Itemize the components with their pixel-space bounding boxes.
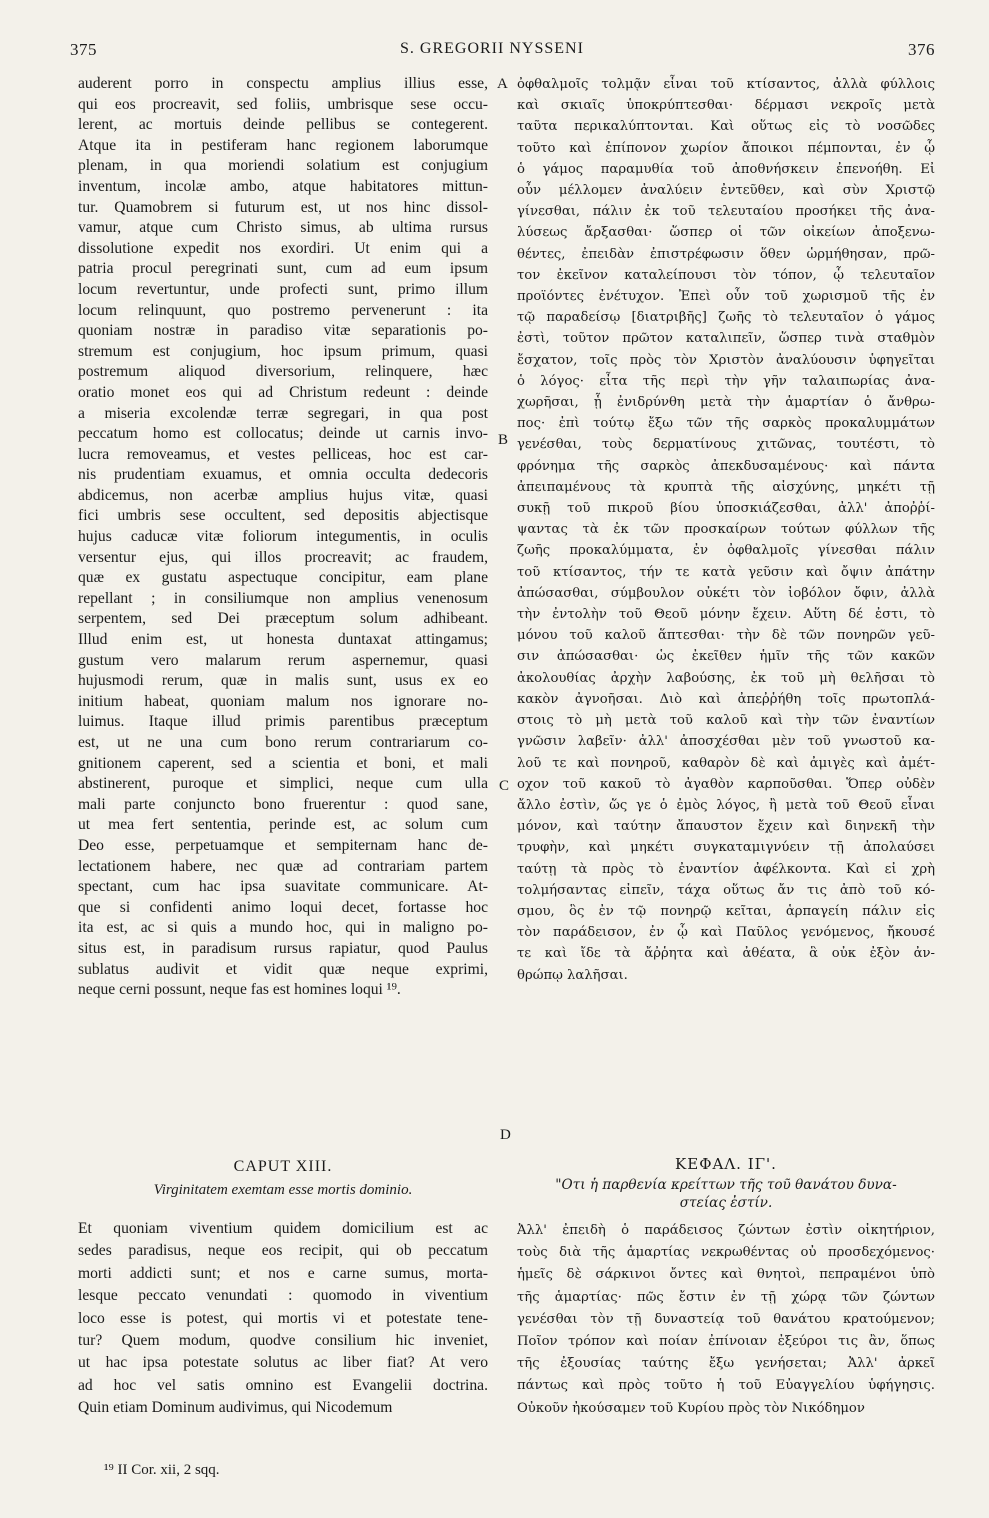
latin-chapter-subtitle: Virginitatem exemtam esse mortis dominio.: [153, 1182, 413, 1198]
greek-subtitle-line: στείας ἐστίν.: [679, 1195, 773, 1211]
text-line: ita est, ac si quis a mundo hoc, qui in maligno po-: [78, 919, 488, 937]
text-line: ut mea fert sententia, perinde est, ac solum cum: [78, 816, 488, 834]
text-line: qui eos procreavit, sed foliis, umbrisque sese occu-: [78, 95, 488, 113]
text-line: postremum aliquod diversorium, relinquere, hæc: [78, 363, 488, 381]
text-line: Ἀλλ' ἐπειδὴ ὁ παράδεισος ζώντων ἐστὶν οἰκητήριον,: [517, 1223, 935, 1238]
greek-column: [517, 74, 935, 986]
greek-chapter-body: [517, 1220, 935, 1420]
text-line: θέντες, ἐπειδὰν ἐπιστρέφωσιν ὅθεν ὡρμήθησαν, πρῶ-: [517, 246, 935, 262]
text-line: ἀπειπαμένους τὰ κρυπτὰ τῆς αἰσχύνης, μηκέτι τῇ: [517, 479, 935, 495]
text-line: auderent porro in conspectu amplius illius esse,: [78, 75, 488, 92]
text-line: patria procul peregrinati sunt, cum ad eum ipsum: [78, 260, 488, 278]
text-line: lesque peccato venundati : quomodo in viventium: [78, 1287, 488, 1305]
latin-chapter-body: [78, 1218, 488, 1420]
text-line: luimus. Itaque illud primis parentibus præceptum: [78, 713, 488, 731]
text-line: situs est, in paradisum rursus rapiatur, quod Paulus: [78, 939, 488, 957]
text-line: ut hac ipsa potestate solutus ac liber fiat? At vero: [78, 1354, 488, 1372]
text-line: θρώπῳ λαλῆσαι.: [517, 967, 628, 983]
text-line: Οὐκοῦν ἠκούσαμεν τοῦ Κυρίου πρὸς τὸν Νικόδημον: [517, 1400, 865, 1416]
text-line: ad hoc vel satis omnino est Evangelii doctrina.: [78, 1376, 488, 1394]
page-number-right: 376: [908, 40, 935, 59]
text-line: Quin etiam Dominum audivimus, qui Nicodemum: [78, 1399, 393, 1417]
text-line: στοις τὸ μὴ μετὰ τοῦ καλοῦ καὶ τὴν τῶν ἐναντίων: [517, 713, 935, 729]
margin-marker-b: B: [498, 432, 509, 448]
text-line: gnitionem caperent, sed a scientia et boni, et mali: [78, 754, 488, 772]
text-line: spectant, cum hac ipsa suavitate communicare. At-: [78, 878, 488, 896]
text-line: ὀφθαλμοῖς τολμᾷν εἶναι τοῦ κτίσαντος, ἀλλὰ φύλλοις: [517, 77, 935, 92]
text-line: Deo esse, perpetuamque et sempiternam hanc de-: [78, 836, 488, 854]
text-line: lerent, ac mortuis deinde pellibus se contegerent.: [78, 116, 488, 134]
text-line: neque cerni possunt, neque fas est homines loqui ¹⁹.: [78, 981, 401, 999]
text-line: Ποῖον τρόπον καὶ ποίαν ἐπίνοιαν ἐξεύροι τις ἂν, ὅπως: [517, 1334, 935, 1350]
text-line: ὁ λόγος· εἶτα τῆς περὶ τὴν γῆν ταλαιπωρίας ἀνα-: [517, 373, 935, 389]
text-line: morti addicti sunt; et nos e carne sumus, morta-: [78, 1264, 488, 1282]
text-line: μόνον, καὶ ταύτην ἄπαυστον ἔχειν καὶ διηνεκῆ τὴν: [517, 819, 935, 835]
text-line: προϊόντες ἐνέτυχον. Ἐπεὶ οὖν τοῦ χωρισμοῦ τῆς ἐν: [517, 289, 935, 305]
text-line: Illud enim est, ut honesta duntaxat attingamus;: [78, 631, 488, 649]
text-line: versentur ejus, qui illos procreavit; ac fraudem,: [78, 548, 488, 566]
text-line: γνῶσιν λαβεῖν· ἀλλ' ἀποσχέσθαι μὲν τοῦ γνωστοῦ κα-: [517, 734, 935, 750]
text-line: γενέσθαι, τοὺς δερματίνους χιτῶνας, τουτέστι, τὸ: [517, 437, 935, 453]
text-line: initium habeat, quoniam malum nos ignorare no-: [78, 692, 488, 710]
text-line: lucra removeamus, et vestes pelliceas, hoc est car-: [78, 445, 488, 463]
text-line: quæ ex gustatu aspectuque concipitur, eam plane: [78, 569, 488, 587]
text-line: τῆς ἐξουσίας ταύτης ἔξω γενήσεται; Ἀλλ' ἀρκεῖ: [517, 1356, 935, 1372]
text-line: ἡμεῖς δὲ σάρκινοι ὄντες καὶ θνητοὶ, πεπραμένοι ὑπὸ: [517, 1267, 935, 1283]
text-line: peccatum homo est collocatus; deinde ut carnis invo-: [78, 425, 488, 443]
text-line: ἀκολουθίας ἀρχὴν λαβούσης, ἐκ τοῦ μὴ θελῆσαι τὸ: [517, 670, 935, 686]
text-line: est, ut ne una cum bono rerum contrariarum co-: [78, 734, 488, 751]
text-line: stremum est conjugium, hoc ipsum primum, quasi: [78, 342, 488, 360]
text-line: ψαντας τὰ ἐκ τῶν προσκαίρων τούτων φύλλων τῆς: [517, 522, 935, 538]
text-line: inventum, incolæ ambo, atque habitatores mittun-: [78, 177, 488, 195]
text-line: οχον τοῦ κακοῦ τὸ ἀγαθὸν καρποῦσθαι. Ὅπερ οὐδὲν: [517, 776, 935, 792]
text-line: συκῇ τοῦ πικροῦ βίου ὑποσκιάζεσθαι, ἀλλ' ἀποῤῥί-: [517, 501, 935, 517]
text-line: abstinerent, puroque et simplici, neque cum ulla: [78, 775, 488, 793]
text-line: dissolutione expedit nos exordiri. Ut enim qui a: [78, 239, 488, 257]
text-line: τοὺς διὰ τῆς ἁμαρτίας νεκρωθέντας οὐ προσδεχόμενος·: [517, 1245, 935, 1261]
text-line: gustum vero malarum rerum aspernemur, quasi: [78, 651, 488, 669]
text-line: λύσεως ἄρξασθαι· ὥσπερ οἱ τῶν οἰκείων ἀποξενω-: [517, 225, 935, 241]
text-line: serpentem, sed Dei præceptum solum adhibeant.: [78, 610, 488, 628]
text-line: ταύτῃ τὰ πρὸς τὸ ἐναντίον ἀφέλκοντα. Καὶ εἰ χρὴ: [517, 861, 935, 877]
text-line: τον ἐκεῖνον καταλείπουσι τὸν τόπον, ᾧ τελευταῖον: [517, 267, 935, 283]
text-line: nis prudentiam exuamus, et omnia occulta dedecoris: [78, 466, 488, 484]
text-line: hujusmodi rerum, quæ in malis sunt, usus ex eo: [78, 672, 488, 690]
text-line: oratio monet eos qui ad Christum redeunt : deinde: [78, 383, 488, 401]
text-line: καὶ σκιαῖς ὑποκρύπτεσθαι· δέρμασι νεκροῖς μετὰ: [517, 98, 935, 114]
text-line: tur. Quamobrem si futurum est, ut nos hinc dissol-: [78, 198, 488, 216]
text-line: que si confidenti animo loqui decet, fortasse hoc: [78, 898, 488, 916]
margin-marker-c: C: [499, 778, 510, 794]
text-line: Atque ita in pestiferam hanc regionem laborumque: [78, 136, 488, 154]
text-line: lectationem habere, nec quæ ad contrariam partem: [78, 857, 488, 875]
greek-subtitle-line: "Οτι ἡ παρθενία κρείττων τῆς τοῦ θανάτου δυνα-: [555, 1177, 897, 1193]
latin-chapter-title: CAPUT XIII.: [233, 1158, 333, 1175]
text-line: fici umbris sese occultent, sed depositis abjectisque: [78, 507, 488, 525]
text-line: τρυφὴν, καὶ μηκέτι συγκαταμιγνύειν τῇ ἀπολαύσει: [517, 840, 935, 856]
page-number-left: 375: [70, 40, 97, 59]
text-line: τοῦτο καὶ ἐπίπονον χωρίον ἄποικοι πέμπονται, ἐν ᾧ: [517, 140, 935, 156]
text-line: τολμήσαντας εἰπεῖν, τάχα οὕτως ἄν τις ἀπὸ τοῦ κό-: [517, 882, 935, 898]
text-line: ταῦτα περικαλύπτονται. Καὶ οὕτως εἰς τὸ νοσῶδες: [517, 119, 935, 135]
text-line: τὴν ἐντολὴν τοῦ Θεοῦ μόνην ἔχειν. Αὕτη δέ ἐστι, τὸ: [517, 607, 935, 623]
text-line: χωρῆσαι, ᾗ ἐνιδρύνθη μετὰ τὴν ἁμαρτίαν ὁ ἄνθρω-: [517, 395, 935, 411]
text-line: abdicemus, non acerbæ amplius hujus vitæ, quasi: [78, 486, 488, 504]
text-line: τῷ παραδείσῳ [διατριβῆς] ζωῆς τὸ τελευταῖον ὁ γάμος: [517, 310, 935, 326]
margin-marker-a: A: [497, 76, 508, 92]
text-line: ἐστὶ, τοῦτον πρῶτον καταλιπεῖν, ὥσπερ τινὰ σταθμὸν: [517, 331, 935, 347]
text-line: tur? Quem modum, quodve consilium hic inveniet,: [78, 1332, 488, 1350]
latin-column: [78, 74, 488, 1001]
text-line: hujus caducæ vitæ foliorum integumentis, in oculis: [78, 528, 488, 546]
text-line: τοῦ κτίσαντος, τήν τε κατὰ γεῦσιν καὶ ὄψιν ἀπάτην: [517, 564, 935, 580]
text-line: a miseria excolendæ terræ segregari, in qua post: [78, 404, 488, 422]
text-line: πος· ἐπὶ τούτῳ ἔξω τῶν τῆς σαρκὸς προκαλυμμάτων: [517, 416, 935, 432]
text-line: τῆς ἁμαρτίας· πῶς ἔστιν ἐν τῇ χώρᾳ τῶν ζώντων: [517, 1289, 935, 1305]
text-line: μόνου τοῦ καλοῦ ἅπτεσθαι· τὴν δὲ τῶν πονηρῶν γεῦ-: [517, 628, 935, 644]
running-header: [70, 40, 935, 66]
greek-chapter-title: ΚΕΦΑΛ. ΙΓ'.: [675, 1155, 777, 1173]
text-line: quoniam nostræ in paradiso vitæ separationis po-: [78, 322, 488, 340]
text-line: γενέσθαι τὸν τῇ δυναστείᾳ τοῦ θανάτου κρατούμενον;: [517, 1311, 935, 1327]
text-line: sublatus audivit et vidit quæ neque exprimi,: [78, 960, 488, 978]
text-line: πάντως καὶ πρὸς τοῦτο ἡ τοῦ Εὐαγγελίου ὑφήγησις.: [517, 1378, 935, 1394]
text-line: locum revertuntur, unde profecti sunt, primo illum: [78, 280, 488, 298]
text-line: locum relinquunt, quo postremo pervenerunt : ita: [78, 301, 488, 319]
footnote: ¹⁹ II Cor. xii, 2 sqq.: [104, 1462, 220, 1478]
text-line: loco esse is potest, qui mortis vi et potestate tene-: [78, 1309, 488, 1327]
text-line: mali parte conjuncto bono fruerentur : quod sane,: [78, 795, 488, 813]
text-line: ὁ γάμος παραμυθία τοῦ ἀποθνήσκειν ἐπενοήθη. Εἰ: [517, 161, 935, 177]
text-line: ἄλλο ἐστὶν, ὥς γε ὁ ἐμὸς λόγος, ἢ μετὰ τοῦ Θεοῦ εἶναι: [517, 797, 935, 813]
margin-marker-d: D: [500, 1127, 511, 1143]
greek-chapter-subtitle: [517, 1176, 935, 1212]
text-line: σμου, ὃς ἐν τῷ πονηρῷ κεῖται, ἁρπαγείη πάλιν εἰς: [517, 903, 935, 919]
text-line: κακὸν ἀγνοῆσαι. Διὸ καὶ ἀπεῤῥήθη τοῖς πρωτοπλά-: [517, 691, 935, 707]
text-line: σιν ἀπώσασθαι· ὡς ἐκεῖθεν ἡμῖν τῆς τῶν κακῶν: [517, 649, 935, 665]
text-line: τὸν παράδεισον, ἐν ᾧ καὶ Παῦλος γενόμενος, ἤκουσέ: [517, 925, 935, 941]
text-line: vamur, atque cum Christo simus, ab ultima rursus: [78, 219, 488, 237]
text-line: repellant ; in consiliumque non amplius venenosum: [78, 589, 488, 607]
text-line: sedes paradisus, neque eos recipit, qui ob peccatum: [78, 1242, 488, 1260]
text-line: plenam, in qua moriendi solatium est conjugium: [78, 157, 488, 175]
text-line: ἀπώσασθαι, σύμβουλον οὐκέτι τὸν ἰοβόλον ὄφιν, ἀλλὰ: [517, 585, 935, 601]
text-line: οὖν μέλλομεν ἀναλύειν ἐντεῦθεν, καὶ σὺν Χριστῷ: [517, 183, 935, 199]
text-line: γίνεσθαι, πάλιν ἐκ τοῦ τελευταίου προσήκει τῆς ἀνα-: [517, 204, 935, 220]
text-line: Et quoniam viventium quidem domicilium est ac: [78, 1220, 488, 1237]
text-line: ζωῆς προκαλύμματα, ἐν ὀφθαλμοῖς γίνεσθαι πάλιν: [517, 543, 935, 559]
running-title: S. GREGORII NYSSENI: [400, 40, 584, 57]
text-line: ἔσχατον, τοῖς πρὸς τὸν Χριστὸν ἀναλύουσιν ὑφηγεῖται: [517, 352, 935, 368]
text-line: λοῦ τε καὶ πονηροῦ, καθαρὸν δὲ καὶ ἀμιγὲς καὶ ἀμέτ-: [517, 755, 935, 771]
text-line: φρόνημα τῆς σαρκὸς ἀπεκδυσαμένους· καὶ πάντα: [517, 458, 935, 474]
text-line: τε καὶ ἴδε τὰ ἄῤῥητα καὶ ἀθέατα, ἃ οὐκ ἐξὸν ἀν-: [517, 946, 935, 962]
